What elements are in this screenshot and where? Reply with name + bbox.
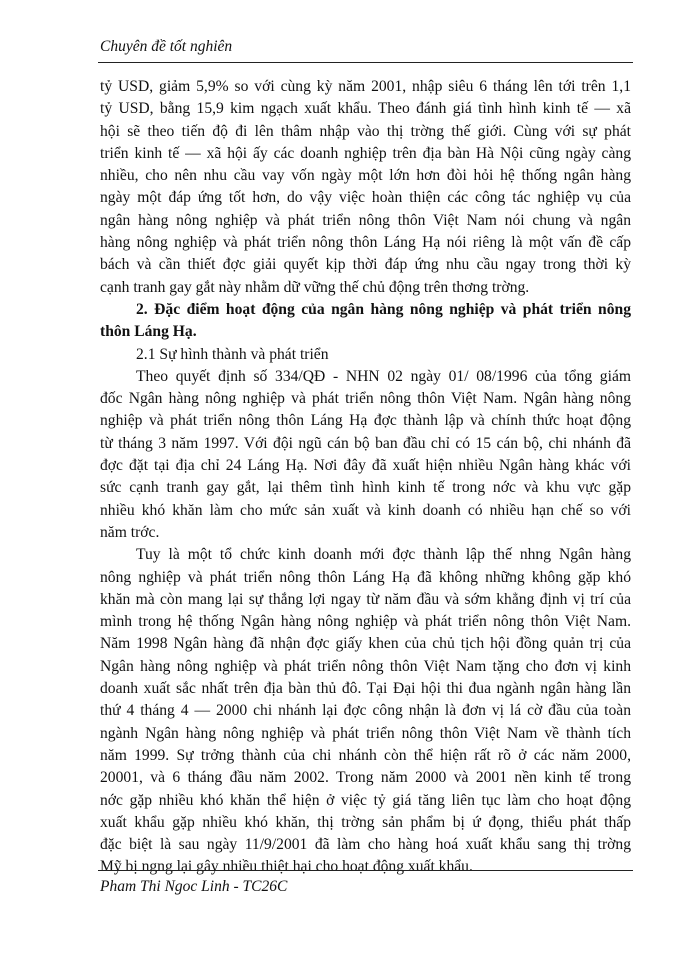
text-line: đặc biệt là sau ngày 11/9/2001 đã làm cho hàng hoá xuất khẩu sang thị trờng: [100, 836, 631, 854]
text-line: đốc Ngân hàng nông nghiệp và phát triển nông thôn Việt Nam. Ngân hàng nông: [100, 390, 631, 408]
text-line: Ngân hàng nông nghiệp và phát triển nông thôn Việt Nam tặng cho đơn vị kinh: [100, 657, 631, 675]
text-line: cạnh tranh gay gắt này nhằm dữ vững thế chủ động trên thơng trờng.: [100, 278, 530, 296]
paragraph-normal: [100, 76, 631, 299]
text-line: nớc gặp nhiều khó khăn thể hiện ở việc tỷ giá tăng liên tục làm cho hoạt động: [100, 791, 631, 809]
page-header-title: Chuyên đề tốt nghiên: [100, 38, 233, 55]
text-line: 2. Đặc điểm hoạt động của ngân hàng nông nghiệp và phát triển nông: [136, 300, 631, 318]
text-line: Tuy là một tổ chức kinh doanh mới đợc thành lập thế nhng Ngân hàng: [136, 546, 631, 564]
text-line: nghiệp và phát triển nông thôn Láng Hạ đợc thành lập và chính thức hoạt động: [100, 412, 631, 430]
text-line: đợc đặt tại địa chỉ 24 Láng Hạ. Nơi đây đã xuất hiện nhiều Ngân hàng khác với: [100, 457, 631, 475]
footer-divider: [98, 870, 633, 871]
text-line: nhiều khó khăn làm cho mức sản xuất và kinh doanh có nhiều hạn chế so với: [100, 501, 631, 519]
page-footer-author: Pham Thi Ngoc Linh - TC26C: [100, 878, 288, 895]
text-line: xuất khẩu gặp nhiều khó khăn, thị trờng sản phẩm bị ứ đọng, thiểu phát thấp: [100, 813, 631, 831]
text-line: Theo quyết định số 334/QĐ - NHN 02 ngày 01/ 08/1996 của tổng giám: [136, 367, 631, 385]
text-line: sức cạnh tranh gay gắt, lại thêm tình hình kinh tế trong nớc và khu vực gặp: [100, 479, 631, 497]
paragraph-normal: [100, 544, 631, 878]
text-line: ngành Ngân hàng nông nghiệp và phát triển nông thôn Việt Nam về thành tích: [100, 724, 631, 742]
document-body: [100, 76, 631, 879]
text-line: hàng nông nghiệp và phát triển nông thôn Láng Hạ nói riêng là một vấn đề cấp: [100, 234, 631, 252]
text-line: năm 1999. Sự trởng thành của chi nhánh còn thể hiện rất rõ ở các năm 2000,: [100, 746, 631, 764]
text-line: 20001, và 6 tháng đầu năm 2002. Trong năm 2000 và 2001 nền kinh tế trong: [100, 769, 631, 787]
paragraph-subheading: [100, 344, 631, 366]
text-line: thôn Láng Hạ.: [100, 323, 197, 341]
text-line: ngân hàng nông nghiệp và phát triển nông thôn Việt Nam nói chung và ngân: [100, 211, 631, 229]
text-line: năm trớc.: [100, 523, 160, 541]
text-line: thứ 4 tháng 4 — 2000 chi nhánh lại đợc công nhận là đơn vị lá cờ đầu của toàn: [100, 702, 631, 720]
text-line: doanh xuất sắc nhất trên địa bàn thủ đô. Tại Đại hội thi đua ngành ngân hàng lần: [100, 680, 631, 698]
text-line: tỷ USD, giảm 5,9% so với cùng kỳ năm 2001, nhập siêu 6 tháng lên tới trên 1,1: [100, 78, 631, 95]
text-line: Mỹ bị ngng lại gây nhiều thiệt hại cho hoạt động xuất khẩu.: [100, 858, 473, 876]
text-line: ngày một đáp ứng tốt hơn, do vậy việc hoàn thiện các công tác nghiệp vụ của: [100, 189, 631, 207]
text-line: Năm 1998 Ngân hàng đã nhận đợc giấy khen của chủ tịch hội đồng quản trị của: [100, 635, 631, 653]
text-line: bách và cần thiết đợc giải quyết kịp thời đáp ứng nhu cầu ngay trong thời kỳ: [100, 256, 631, 274]
paragraph-normal: [100, 366, 631, 544]
text-line: triển kinh tế — xã hội ấy các doanh nghiệp trên địa bàn Hà Nội cũng ngày càng: [100, 144, 631, 162]
text-line: khăn mà còn mang lại sự thắng lợi ngay từ năm đầu và sớm khẳng định vị trí của: [100, 590, 631, 608]
text-line: 2.1 Sự hình thành và phát triển: [136, 345, 329, 363]
text-line: tỷ USD, bằng 15,9 kim ngạch xuất khẩu. Theo đánh giá tình hình kinh tế — xã: [100, 100, 631, 118]
header-divider: [98, 62, 633, 63]
text-line: từ tháng 3 năm 1997. Với đội ngũ cán bộ ban đầu chỉ có 15 cán bộ, chi nhánh đã: [100, 434, 631, 452]
text-line: nhiều, cho nên nhu cầu vay vốn ngày một lớn hơn đòi hỏi hệ thống ngân hàng: [100, 167, 631, 185]
text-line: nông nghiệp và phát triển nông thôn Láng Hạ đã không những không gặp khó: [100, 568, 631, 586]
text-line: hội sẽ theo tiến độ đi lên thâm nhập vào thị trờng thế giới. Cùng với sự phát: [100, 122, 631, 140]
paragraph-heading: [100, 299, 631, 344]
text-line: mình trong hệ thống Ngân hàng nông nghiệp và phát triển nông thôn Việt Nam.: [100, 613, 631, 631]
